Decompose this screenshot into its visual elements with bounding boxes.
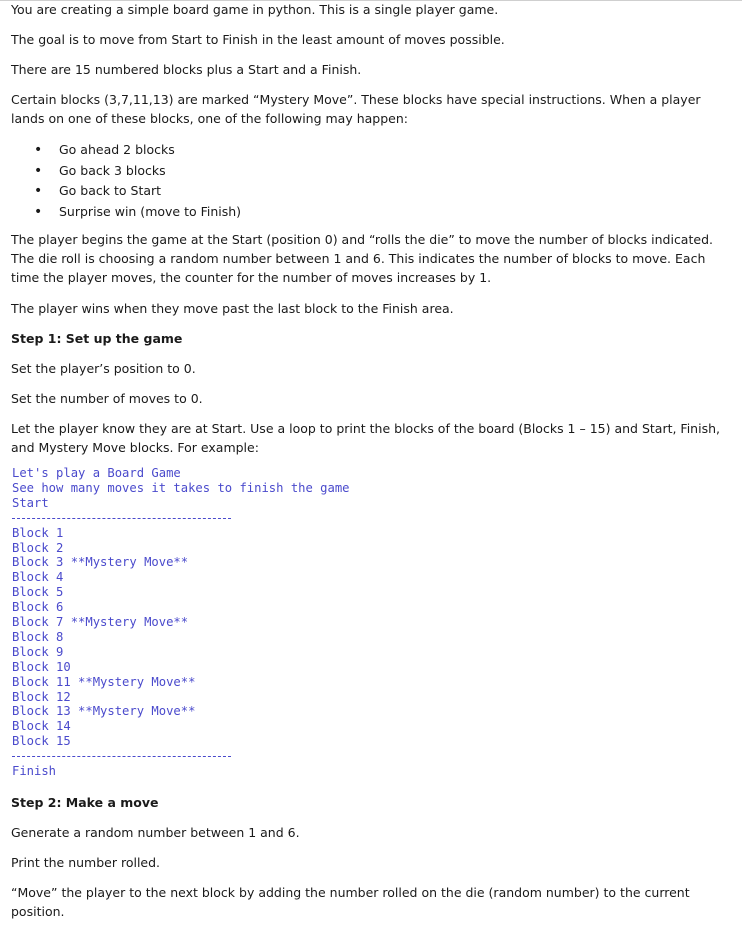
code-line: Let's play a Board Game <box>12 466 181 480</box>
mystery-options-list <box>0 140 241 222</box>
code-block-line: Block 12 <box>12 689 71 704</box>
code-block-line: Block 8 <box>12 629 64 644</box>
code-block-line: Block 11 **Mystery Move** <box>12 674 196 689</box>
code-block-line: Block 5 <box>12 585 64 600</box>
code-block-line: Block 10 <box>12 659 71 674</box>
rules-paragraph: The player begins the game at the Start (position 0) and “rolls the die” to move the number of blocks indicated. The die roll is choosing a random number between 1 and 6. This indicates the number of blocks to move. Each time the player moves, the counter for the number of moves increases by 1. <box>11 232 713 285</box>
loop-paragraph: Let the player know they are at Start. Use a loop to print the blocks of the board (Blocks 1 – 15) and Start, Finish, and Mystery Move blocks. For example: <box>11 421 720 455</box>
code-block-line: Block 2 <box>12 540 64 555</box>
code-start-line: Start <box>12 495 49 510</box>
code-block-line: Block 3 **Mystery Move** <box>12 555 189 570</box>
code-block-line: Block 4 <box>12 570 64 585</box>
code-finish-line: Finish <box>12 764 57 779</box>
code-block-line: Block 1 <box>12 525 64 540</box>
list-item: • Surprise win (move to Finish) <box>0 202 241 223</box>
blocks-paragraph: There are 15 numbered blocks plus a Start and a Finish. <box>11 62 362 77</box>
code-line: See how many moves it takes to finish the game <box>12 480 350 495</box>
position-paragraph: Set the player’s position to 0. <box>11 361 196 376</box>
intro-paragraph: You are creating a simple board game in python. This is a single player game. <box>11 2 499 17</box>
dashed-divider <box>12 749 350 764</box>
goal-paragraph: The goal is to move from Start to Finish in the least amount of moves possible. <box>11 32 505 47</box>
win-paragraph: The player wins when they move past the last block to the Finish area. <box>11 301 454 316</box>
list-item: • Go back 3 blocks <box>0 161 241 182</box>
random-paragraph: Generate a random number between 1 and 6. <box>11 825 300 840</box>
code-block-line: Block 13 **Mystery Move** <box>12 704 196 719</box>
example-output <box>12 466 350 779</box>
code-block-line: Block 14 <box>12 719 71 734</box>
print-paragraph: Print the number rolled. <box>11 855 161 870</box>
code-block-line: Block 6 <box>12 600 64 615</box>
step2-heading: Step 2: Make a move <box>11 795 159 810</box>
dashed-divider <box>12 511 350 526</box>
mystery-paragraph: Certain blocks (3,7,11,13) are marked “Mystery Move”. These blocks have special instructions. When a player lands on one of these blocks, one of the following may happen: <box>11 92 701 126</box>
moves-paragraph: Set the number of moves to 0. <box>11 391 203 406</box>
code-block-line: Block 7 **Mystery Move** <box>12 615 189 630</box>
move-paragraph: “Move” the player to the next block by adding the number rolled on the die (random number) to the current position. <box>11 885 690 919</box>
list-item: • Go back to Start <box>0 181 241 202</box>
step1-heading: Step 1: Set up the game <box>11 331 183 346</box>
code-block-line: Block 9 <box>12 644 64 659</box>
list-item: • Go ahead 2 blocks <box>0 140 241 161</box>
code-block-line: Block 15 <box>12 734 71 749</box>
